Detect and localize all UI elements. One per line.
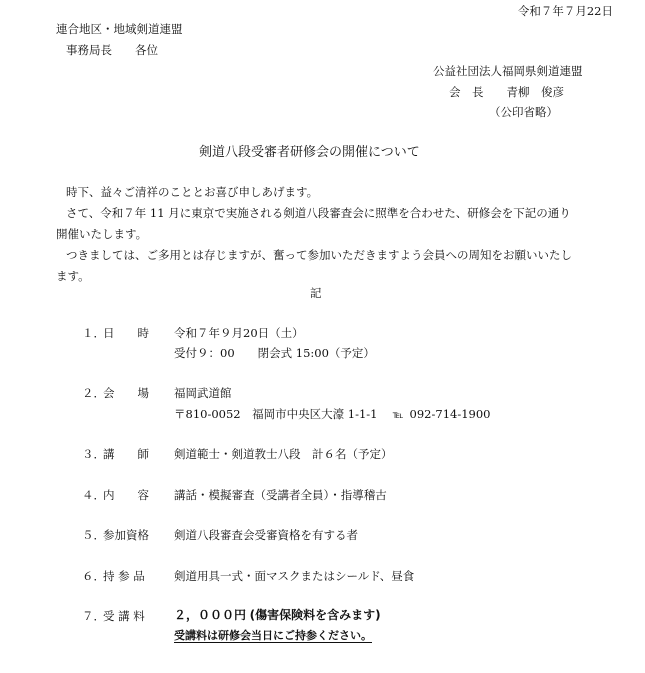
item-number: １．	[82, 326, 105, 340]
fee-amount: ２，０００円	[174, 608, 247, 622]
sender-name: 会 長 青柳 俊彦	[449, 85, 564, 99]
document-title: 剣道八段受審者研修会の開催について	[199, 145, 420, 160]
item-number: ６．	[82, 569, 105, 583]
item-number: ５．	[82, 528, 105, 542]
telephone-number: 092-714-1900	[409, 407, 491, 421]
recipient-title: 事務局長 各位	[66, 43, 158, 57]
item-value: 講話・模擬審査（受講者全員）・指導稽古	[174, 488, 387, 502]
request-line-2: ます。	[56, 269, 90, 283]
seal-omitted-note: （公印省略）	[489, 105, 558, 119]
item-label: 内 容	[103, 488, 149, 502]
announcement-line-2: 開催いたします。	[56, 227, 148, 241]
item-value: 令和７年９月20日（土）	[174, 326, 304, 340]
telephone-icon: ℡	[392, 410, 404, 421]
request-line-1: つきましては、ご多用とは存じますが、奮って参加いただきますよう会員への周知をお願いいたし	[66, 248, 572, 262]
item-value-detail: 受付９：00 閉会式 15:00（予定）	[174, 346, 375, 360]
item-label: 会 場	[103, 386, 149, 400]
venue-address	[174, 406, 491, 424]
item-label: 日 時	[103, 326, 149, 340]
item-value: 福岡武道館	[174, 386, 232, 400]
announcement-line-1: さて、令和７年 11 月に東京で実施される剣道八段審査会に照準を合わせた、研修会を下記の通り	[66, 206, 571, 220]
item-value: 剣道範士・剣道教士八段 計６名（予定）	[174, 447, 393, 461]
item-label: 参加資格	[103, 528, 149, 542]
fee-amount-line	[174, 607, 381, 623]
item-value: 剣道八段審査会受審資格を有する者	[174, 528, 358, 542]
item-label: 講 師	[103, 447, 149, 461]
recipient-organization: 連合地区・地域剣道連盟	[56, 22, 183, 36]
item-label: 受 講 料	[103, 609, 145, 623]
item-value: 剣道用具一式・面マスクまたはシールド、昼食	[174, 569, 415, 583]
item-number: ２．	[82, 386, 105, 400]
item-number: ７．	[82, 609, 105, 623]
ki-marker: 記	[310, 286, 322, 300]
item-number: ３．	[82, 447, 105, 461]
fee-payment-note: 受講料は研修会当日にご持参ください。	[174, 629, 372, 642]
greeting-paragraph: 時下、益々ご清祥のこととお喜び申しあげます。	[66, 185, 319, 199]
address-text: 〒810-0052 福岡市中央区大濠 1-1-1	[174, 407, 378, 421]
document-date: 令和７年７月22日	[517, 4, 613, 18]
item-number: ４．	[82, 488, 105, 502]
sender-organization: 公益社団法人福岡県剣道連盟	[433, 64, 583, 78]
fee-insurance-note: (傷害保険料を含みます)	[249, 608, 381, 622]
item-label: 持 参 品	[103, 569, 145, 583]
